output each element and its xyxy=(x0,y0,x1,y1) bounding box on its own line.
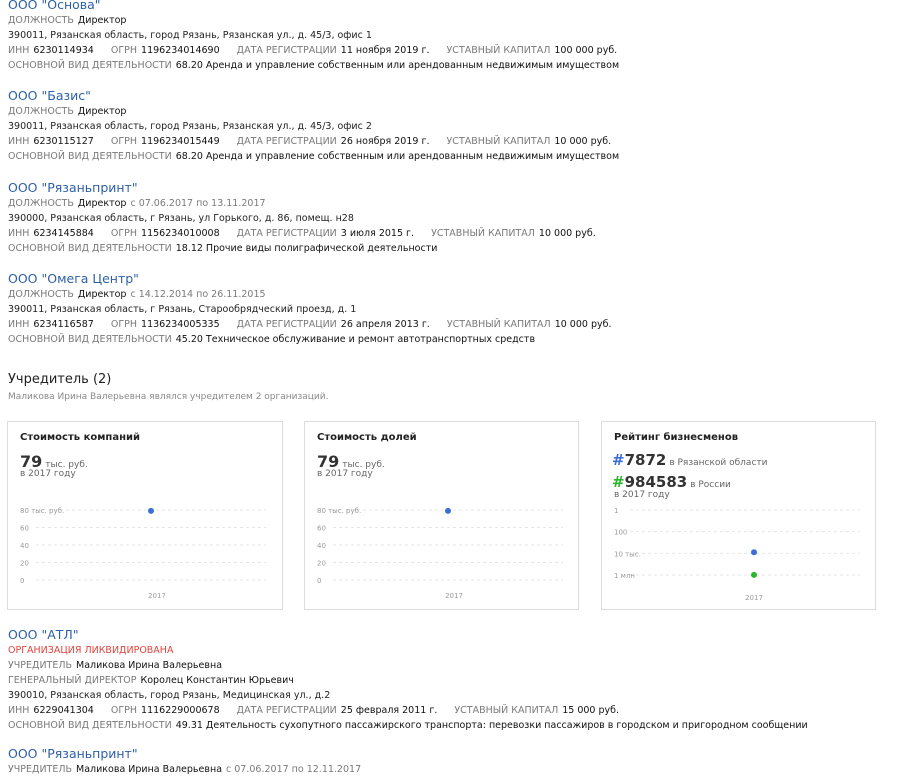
card-title: Рейтинг бизнесменов xyxy=(614,432,739,443)
org-card-ryazanprint xyxy=(8,180,610,256)
reg-date-value: 11 ноября 2019 г. xyxy=(340,45,430,56)
capital-value: 10 000 руб. xyxy=(554,136,612,147)
position-value: Директор xyxy=(77,106,127,117)
org-link[interactable]: ООО "АТЛ" xyxy=(8,627,79,642)
card-value: 79 xyxy=(20,452,43,471)
card-title: Стоимость компаний xyxy=(20,432,140,443)
inn-value: 6230115127 xyxy=(33,136,94,147)
reg-date-label: ДАТА РЕГИСТРАЦИИ xyxy=(236,705,337,716)
position-label: ДОЛЖНОСТЬ xyxy=(8,15,74,26)
ogrn-label: ОГРН xyxy=(110,136,138,147)
position-value: Директор xyxy=(77,289,127,300)
y-tick-label: 0 xyxy=(20,577,25,585)
capital-value: 10 000 руб. xyxy=(554,319,612,330)
card-value: 79 xyxy=(317,452,340,471)
director-value: Королец Константин Юрьевич xyxy=(140,675,294,686)
inn-label: ИНН xyxy=(8,136,30,147)
data-point xyxy=(445,508,451,514)
region-rank-value: 7872 xyxy=(624,451,667,469)
founder-value: Маликова Ирина Валерьевна xyxy=(76,764,223,775)
card-unit: тыс. руб. xyxy=(342,460,385,470)
inn-value: 6234145884 xyxy=(33,228,94,239)
card-rating xyxy=(601,421,876,610)
reg-date-value: 25 февраля 2011 г. xyxy=(340,705,438,716)
founder-label: УЧРЕДИТЕЛЬ xyxy=(8,660,73,671)
activity-label: ОСНОВНОЙ ВИД ДЕЯТЕЛЬНОСТИ xyxy=(8,720,172,731)
capital-label: УСТАВНЫЙ КАПИТАЛ xyxy=(431,228,535,239)
chart-rating xyxy=(602,422,877,611)
founder-section-subtitle: Маликова Ирина Валерьевна являлся учредителем 2 организаций. xyxy=(8,392,329,402)
org-card-bazis xyxy=(8,88,633,164)
activity-value: 68.20 Аренда и управление собственным или арендованным недвижимым имуществом xyxy=(175,151,620,162)
card-unit: тыс. руб. xyxy=(45,460,88,470)
card-title: Стоимость долей xyxy=(317,432,417,443)
inn-label: ИНН xyxy=(8,45,30,56)
inn-value: 6229041304 xyxy=(33,705,94,716)
x-tick-label: 2017 xyxy=(745,594,763,602)
address: 390011, Рязанская область, город Рязань, Рязанская ул., д. 45/3, офис 1 xyxy=(8,30,372,41)
activity-label: ОСНОВНОЙ ВИД ДЕЯТЕЛЬНОСТИ xyxy=(8,151,172,162)
y-tick-label: 100 xyxy=(614,528,628,537)
org-card-omega xyxy=(8,271,626,347)
card-shares-value xyxy=(304,421,579,610)
position-value: Директор xyxy=(77,15,127,26)
activity-value: 18.12 Прочие виды полиграфической деятельности xyxy=(175,243,438,254)
y-tick-label: 20 xyxy=(317,559,326,568)
country-rank-text: в России xyxy=(690,480,731,490)
capital-value: 10 000 руб. xyxy=(538,228,596,239)
country-rank-value: 984583 xyxy=(624,473,688,491)
region-rank-text: в Рязанской области xyxy=(669,458,768,468)
position-label: ДОЛЖНОСТЬ xyxy=(8,198,74,209)
reg-date-label: ДАТА РЕГИСТРАЦИИ xyxy=(236,136,337,147)
capital-label: УСТАВНЫЙ КАПИТАЛ xyxy=(454,705,559,716)
address: 390000, Рязанская область, г Рязань, ул Горького, д. 86, помещ. н28 xyxy=(8,213,354,224)
data-point xyxy=(148,508,154,514)
ogrn-label: ОГРН xyxy=(110,228,138,239)
position-period: с 07.06.2017 по 13.11.2017 xyxy=(130,198,266,209)
card-subtitle: в 2017 году xyxy=(317,469,373,479)
org-card-ryazanprint-founder xyxy=(8,746,365,777)
liquidated-status: ОРГАНИЗАЦИЯ ЛИКВИДИРОВАНА xyxy=(8,645,174,656)
org-link[interactable]: ООО "Рязаньпринт" xyxy=(8,180,138,195)
activity-value: 68.20 Аренда и управление собственным или арендованным недвижимым имуществом xyxy=(175,60,620,71)
y-tick-label: 1 xyxy=(614,507,619,515)
x-tick-label: 2017 xyxy=(445,592,463,600)
org-link[interactable]: ООО "Рязаньпринт" xyxy=(8,746,138,761)
inn-label: ИНН xyxy=(8,705,30,716)
card-companies-value xyxy=(7,421,283,610)
capital-value: 15 000 руб. xyxy=(562,705,620,716)
org-link[interactable]: ООО "Основа" xyxy=(8,0,101,12)
ogrn-value: 1196234015449 xyxy=(141,136,220,147)
reg-date-value: 26 апреля 2013 г. xyxy=(340,319,430,330)
ogrn-value: 1116229000678 xyxy=(141,705,220,716)
activity-label: ОСНОВНОЙ ВИД ДЕЯТЕЛЬНОСТИ xyxy=(8,334,172,345)
org-link[interactable]: ООО "Базис" xyxy=(8,88,91,103)
x-tick-label: 2017 xyxy=(148,592,166,600)
card-subtitle: в 2017 году xyxy=(614,490,670,500)
inn-value: 6230114934 xyxy=(33,45,94,56)
capital-label: УСТАВНЫЙ КАПИТАЛ xyxy=(446,136,551,147)
director-label: ГЕНЕРАЛЬНЫЙ ДИРЕКТОР xyxy=(8,675,137,686)
country-rank-hash: # xyxy=(612,473,625,491)
reg-date-label: ДАТА РЕГИСТРАЦИИ xyxy=(236,45,337,56)
data-point xyxy=(751,549,757,555)
y-tick-label: 0 xyxy=(317,577,322,585)
capital-label: УСТАВНЫЙ КАПИТАЛ xyxy=(446,45,551,56)
chart-companies xyxy=(8,422,284,611)
ogrn-value: 1196234014690 xyxy=(141,45,220,56)
position-label: ДОЛЖНОСТЬ xyxy=(8,289,74,300)
inn-value: 6234116587 xyxy=(33,319,94,330)
y-tick-label: 60 xyxy=(317,524,326,533)
org-card-osnova xyxy=(8,0,633,73)
founder-period: с 07.06.2017 по 12.11.2017 xyxy=(226,764,362,775)
ogrn-value: 1156234010008 xyxy=(141,228,220,239)
y-tick-label: 80 тыс. руб. xyxy=(317,507,362,515)
activity-value: 45.20 Техническое обслуживание и ремонт автотранспортных средств xyxy=(175,334,536,345)
inn-label: ИНН xyxy=(8,319,30,330)
founder-label: УЧРЕДИТЕЛЬ xyxy=(8,764,73,775)
chart-shares xyxy=(305,422,580,611)
org-card-atl xyxy=(8,627,822,733)
position-value: Директор xyxy=(77,198,127,209)
founder-section-title: Учредитель (2) xyxy=(8,372,112,387)
y-tick-label: 40 xyxy=(20,542,29,550)
inn-label: ИНН xyxy=(8,228,30,239)
activity-label: ОСНОВНОЙ ВИД ДЕЯТЕЛЬНОСТИ xyxy=(8,243,172,254)
ogrn-label: ОГРН xyxy=(110,319,138,330)
y-tick-label: 40 xyxy=(317,542,326,550)
capital-label: УСТАВНЫЙ КАПИТАЛ xyxy=(446,319,551,330)
ogrn-value: 1136234005335 xyxy=(141,319,220,330)
reg-date-label: ДАТА РЕГИСТРАЦИИ xyxy=(236,319,337,330)
y-tick-label: 10 тыс. xyxy=(614,550,641,559)
position-period: с 14.12.2014 по 26.11.2015 xyxy=(130,289,266,300)
org-link[interactable]: ООО "Омега Центр" xyxy=(8,271,139,286)
ogrn-label: ОГРН xyxy=(110,45,138,56)
reg-date-label: ДАТА РЕГИСТРАЦИИ xyxy=(236,228,337,239)
capital-value: 100 000 руб. xyxy=(554,45,618,56)
y-tick-label: 60 xyxy=(20,524,29,533)
address: 390011, Рязанская область, г Рязань, Старообрядческий проезд, д. 1 xyxy=(8,304,357,315)
address: 390011, Рязанская область, город Рязань, Рязанская ул., д. 45/3, офис 2 xyxy=(8,121,372,132)
position-label: ДОЛЖНОСТЬ xyxy=(8,106,74,117)
founder-value: Маликова Ирина Валерьевна xyxy=(76,660,223,671)
region-rank-hash: # xyxy=(612,451,625,469)
y-tick-label: 20 xyxy=(20,559,29,568)
card-subtitle: в 2017 году xyxy=(20,469,76,479)
ogrn-label: ОГРН xyxy=(110,705,138,716)
y-tick-label: 1 млн xyxy=(614,572,636,580)
address: 390010, Рязанская область, город Рязань, Медицинская ул., д.2 xyxy=(8,690,331,701)
reg-date-value: 26 ноября 2019 г. xyxy=(340,136,430,147)
activity-label: ОСНОВНОЙ ВИД ДЕЯТЕЛЬНОСТИ xyxy=(8,60,172,71)
y-tick-label: 80 тыс. руб. xyxy=(20,507,65,515)
reg-date-value: 3 июля 2015 г. xyxy=(340,228,415,239)
activity-value: 49.31 Деятельность сухопутного пассажирского транспорта: перевозки пассажиров в городском и пригородном сообщении xyxy=(175,720,808,731)
data-point xyxy=(751,572,757,578)
